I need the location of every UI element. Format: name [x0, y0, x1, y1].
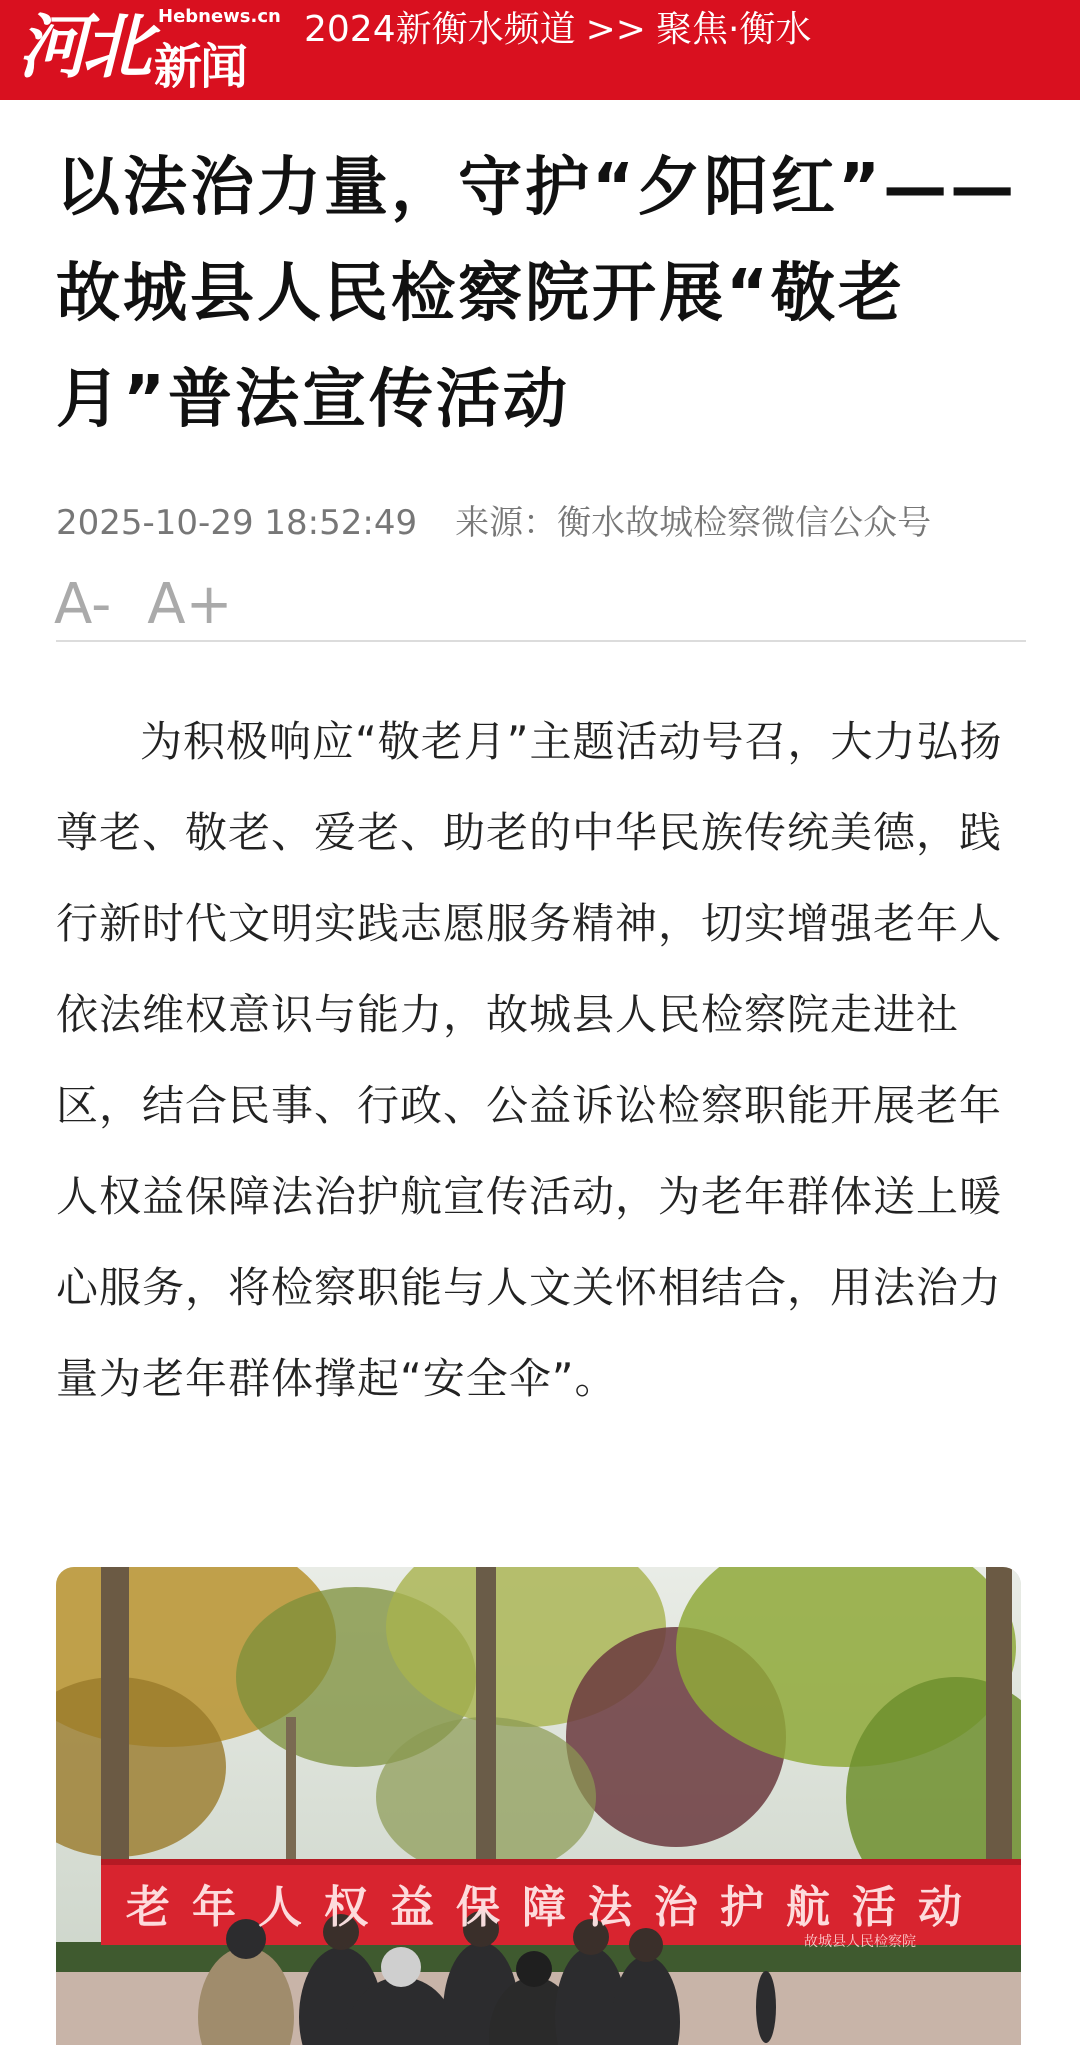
- article-source: 来源：衡水故城检察微信公众号: [455, 503, 932, 543]
- breadcrumb: [304, 10, 811, 50]
- divider: [56, 640, 1026, 642]
- site-logo[interactable]: [18, 5, 283, 164]
- photo-scene: [56, 1567, 1021, 2045]
- article-paragraph: 为积极响应“敬老月”主题活动号召，大力弘扬尊老、敬老、爱老、助老的中华民族传统美德，践行新时代文明实践志愿服务精神，切实增强老年人依法维权意识与能力，故城县人民检察院走进社区，结合民事、行政、公益诉讼检察职能开展老年人权益保障法治护航宣传活动，为老年群体送上暖心服务，将检察职能与人文关怀相结合，用法治力量为老年群体撑起“安全伞”。: [56, 717, 1003, 1403]
- article-title: 以法治力量，守护“夕阳红”——故城县人民检察院开展“敬老月”普法宣传活动: [56, 151, 1018, 437]
- photo-banner-subtext: 故城县人民检察院: [804, 1934, 916, 1950]
- site-header: [0, 0, 1080, 164]
- font-size-controls: [54, 572, 233, 637]
- article-meta: [56, 495, 931, 544]
- logo-name: 新闻网: [154, 39, 247, 164]
- article-datetime: 2025-10-29 18:52:49: [56, 503, 418, 543]
- breadcrumb-section-link[interactable]: 聚焦·衡水: [655, 9, 812, 50]
- font-increase-button[interactable]: A+: [147, 572, 233, 637]
- logo-glyph: 河北: [18, 5, 146, 88]
- logo-domain: Hebnews.cn: [158, 6, 281, 27]
- breadcrumb-channel-link[interactable]: 2024新衡水频道: [304, 9, 576, 50]
- photo-banner-text: 老年人权益保障法治护航活动: [126, 1882, 984, 1933]
- breadcrumb-separator: >>: [585, 9, 646, 50]
- article-photo[interactable]: [56, 1567, 1021, 2045]
- font-decrease-button[interactable]: A-: [54, 572, 112, 637]
